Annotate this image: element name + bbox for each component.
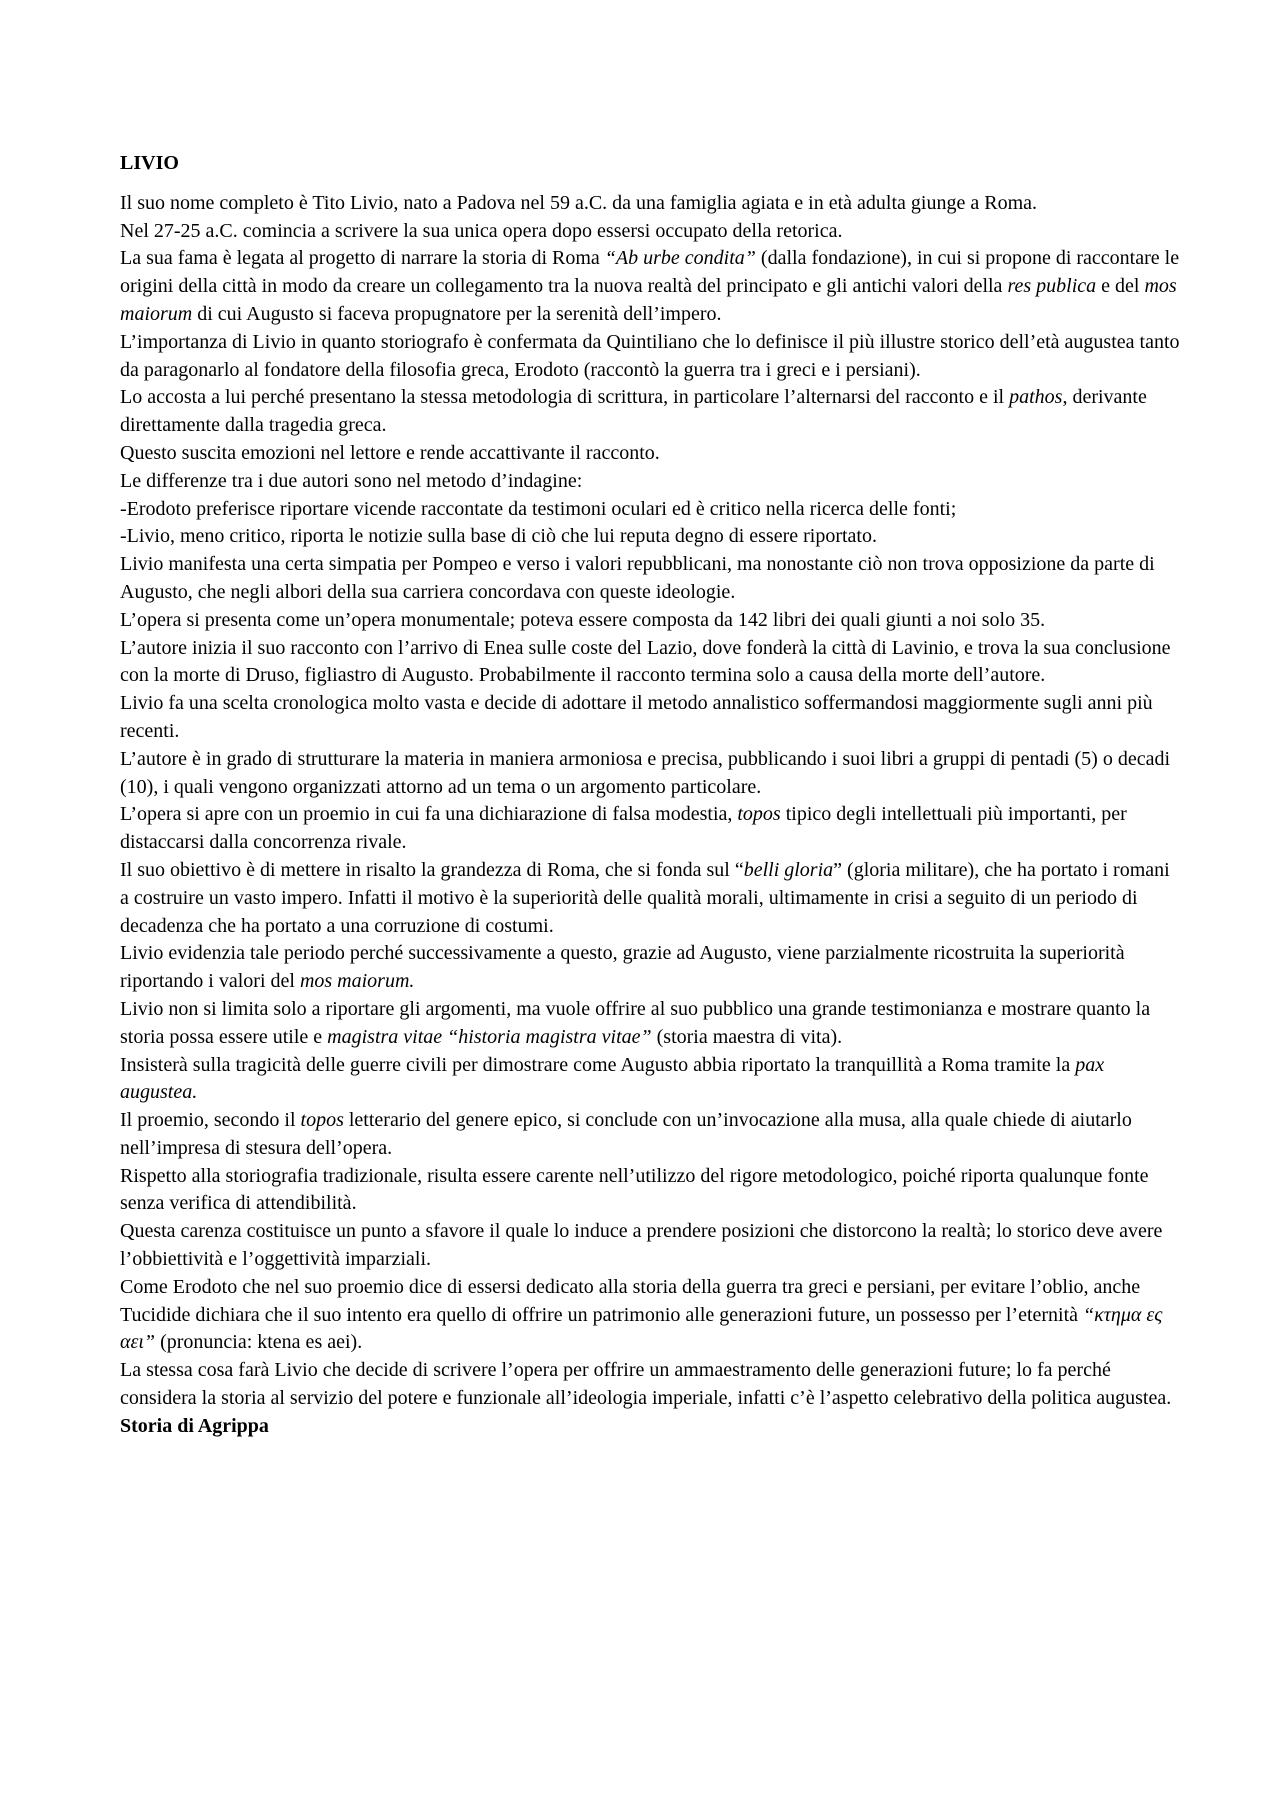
text-run: Lo accosta a lui perché presentano la stessa metodologia di scrittura, in particolare l’alternarsi del racconto e il	[120, 386, 1010, 409]
paragraph	[120, 1107, 1180, 1163]
italic-text: mos maiorum	[120, 275, 1177, 325]
text-run: Questa carenza costituisce un punto a sfavore il quale lo induce a prendere posizioni che distorcono la realtà; lo storico deve avere l’obbiettività e l’oggettività imparziali.	[120, 1220, 1163, 1271]
paragraph	[120, 245, 1180, 328]
paragraph	[120, 551, 1180, 607]
text-run: Il suo nome completo è Tito Livio, nato a Padova nel 59 a.C. da una famiglia agiata e in età adulta giunge a Roma.	[120, 191, 1038, 214]
paragraph	[120, 857, 1180, 940]
paragraph	[120, 468, 1180, 496]
paragraph	[120, 218, 1180, 246]
paragraph	[120, 635, 1180, 691]
italic-text: mos maiorum.	[299, 970, 415, 993]
text-run: L’opera si presenta come un’opera monumentale; poteva essere composta da 142 libri dei quali giunti a noi solo 35.	[120, 608, 1046, 631]
italic-text: “Ab urbe condita”	[604, 247, 756, 270]
text-run: -Livio, meno critico, riporta le notizie sulla base di ciò che lui reputa degno di essere riportato.	[120, 525, 877, 548]
paragraph	[120, 384, 1180, 440]
text-run: L’importanza di Livio in quanto storiografo è confermata da Quintiliano che lo definisce il più illustre storico dell’età augustea tanto da paragonarlo al fondatore della filosofia greca, Erodoto (raccontò la guerra tra i greci e i persiani).	[120, 330, 1180, 381]
text-run: -Erodoto preferisce riportare vicende raccontate da testimoni oculari ed è critico nella ricerca delle fonti;	[120, 497, 957, 520]
paragraph	[120, 190, 1180, 218]
text-run: Nel 27-25 a.C. comincia a scrivere la sua unica opera dopo essersi occupato della retorica.	[120, 219, 843, 242]
paragraph	[120, 1052, 1180, 1108]
paragraph	[120, 1218, 1180, 1274]
text-run: Insisterà sulla tragicità delle guerre civili per dimostrare come Augusto abbia riportato la tranquillità a Roma tramite la	[120, 1053, 1076, 1076]
text-run: Questo suscita emozioni nel lettore e rende accattivante il racconto.	[120, 441, 660, 464]
italic-text: pathos	[1009, 386, 1063, 409]
paragraph	[120, 690, 1180, 746]
italic-text: magistra vitae “historia magistra vitae”	[327, 1025, 652, 1048]
text-run: (pronuncia: ktena es aei).	[155, 1331, 363, 1354]
italic-text: “κτημα ες αει”	[120, 1303, 1163, 1354]
text-run: Livio evidenzia tale periodo perché successivamente a questo, grazie ad Augusto, viene parzialmente ricostruita la superiorità riportando i valori del	[120, 942, 1125, 993]
text-run: letterario del genere epico, si conclude con un’invocazione alla musa, alla quale chiede di aiutarlo nell’impresa di stesura dell’opera.	[120, 1109, 1132, 1159]
paragraph	[120, 1163, 1180, 1219]
paragraph	[120, 496, 1180, 524]
italic-text: belli gloria	[743, 858, 834, 881]
document-body	[120, 190, 1180, 1413]
italic-text: pax augustea.	[120, 1053, 1105, 1104]
italic-text: res publica	[1007, 275, 1097, 298]
text-run: e del	[1096, 275, 1145, 298]
text-run: Livio manifesta una certa simpatia per Pompeo e verso i valori repubblicani, ma nonostante ciò non trova opposizione da parte di Augusto, che negli albori della sua carriera concordava con queste ideologie.	[120, 553, 1155, 603]
paragraph	[120, 607, 1180, 635]
text-run: La stessa cosa farà Livio che decide di scrivere l’opera per offrire un ammaestramento delle generazioni future; lo fa perché considera la storia al servizio del potere e funzionale all’ideologia imperiale, infatti c’è l’aspetto celebrativo della politica augustea.	[120, 1359, 1172, 1410]
paragraph	[120, 1274, 1180, 1357]
section-heading: Storia di Agrippa	[120, 1414, 269, 1437]
paragraph	[120, 440, 1180, 468]
text-run: (storia maestra di vita).	[651, 1025, 843, 1048]
text-run: La sua fama è legata al progetto di narrare la storia di Roma	[120, 247, 605, 270]
paragraph	[120, 801, 1180, 857]
text-run: Il proemio, secondo il	[120, 1109, 301, 1132]
text-run: Le differenze tra i due autori sono nel metodo d’indagine:	[120, 469, 583, 492]
text-run: Come Erodoto che nel suo proemio dice di essersi dedicato alla storia della guerra tra greci e persiani, per evitare l’oblio, anche Tucidide dichiara che il suo intento era quello di offrire un patrimonio alle generazioni future, un possesso per l’eternità	[120, 1275, 1141, 1326]
paragraph	[120, 746, 1180, 802]
text-run: tipico degli intellettuali più importanti, per distaccarsi dalla concorrenza rivale.	[120, 803, 1127, 854]
paragraph	[120, 996, 1180, 1052]
document-title: LIVIO	[120, 152, 179, 174]
text-run: L’opera si apre con un proemio in cui fa una dichiarazione di falsa modestia,	[120, 803, 738, 826]
paragraph	[120, 1357, 1180, 1413]
text-run: , derivante direttamente dalla tragedia greca.	[120, 386, 1147, 437]
text-run: Livio fa una scelta cronologica molto vasta e decide di adottare il metodo annalistico soffermandosi maggiormente sugli anni più recenti.	[120, 692, 1153, 742]
paragraph	[120, 329, 1180, 385]
text-run: di cui Augusto si faceva propugnatore per la serenità dell’impero.	[192, 302, 722, 325]
italic-text: topos	[737, 803, 781, 826]
text-run: L’autore è in grado di strutturare la materia in maniera armoniosa e precisa, pubblicando i suoi libri a gruppi di pentadi (5) o decadi (10), i quali vengono organizzati attorno ad un tema o un argomento particolare.	[120, 747, 1171, 798]
italic-text: topos	[300, 1109, 344, 1132]
text-run: Rispetto alla storiografia tradizionale, risulta essere carente nell’utilizzo del rigore metodologico, poiché riporta qualunque fonte senza verifica di attendibilità.	[120, 1164, 1149, 1215]
text-run: Il suo obiettivo è di mettere in risalto la grandezza di Roma, che si fonda sul “	[120, 858, 744, 881]
paragraph	[120, 523, 1180, 551]
text-run: L’autore inizia il suo racconto con l’arrivo di Enea sulle coste del Lazio, dove fonderà la città di Lavinio, e trova la sua conclusione con la morte di Druso, figliastro di Augusto. Probabilmente il racconto termina solo a causa della morte dell’autore.	[120, 636, 1171, 687]
document-page	[120, 150, 1180, 1441]
text-run: Livio non si limita solo a riportare gli argomenti, ma vuole offrire al suo pubblico una grande testimonianza e mostrare quanto la storia possa essere utile e	[120, 997, 1151, 1048]
paragraph	[120, 940, 1180, 996]
text-run: (dalla fondazione), in cui si propone di raccontare le origini della città in modo da creare un collegamento tra la nuova realtà del principato e gli antichi valori della	[120, 247, 1180, 298]
text-run: ” (gloria militare), che ha portato i romani a costruire un vasto impero. Infatti il motivo è la superiorità delle qualità morali, ultimamente in crisi a seguito di un periodo di decadenza che ha portato a una corruzione di costumi.	[120, 858, 1170, 937]
